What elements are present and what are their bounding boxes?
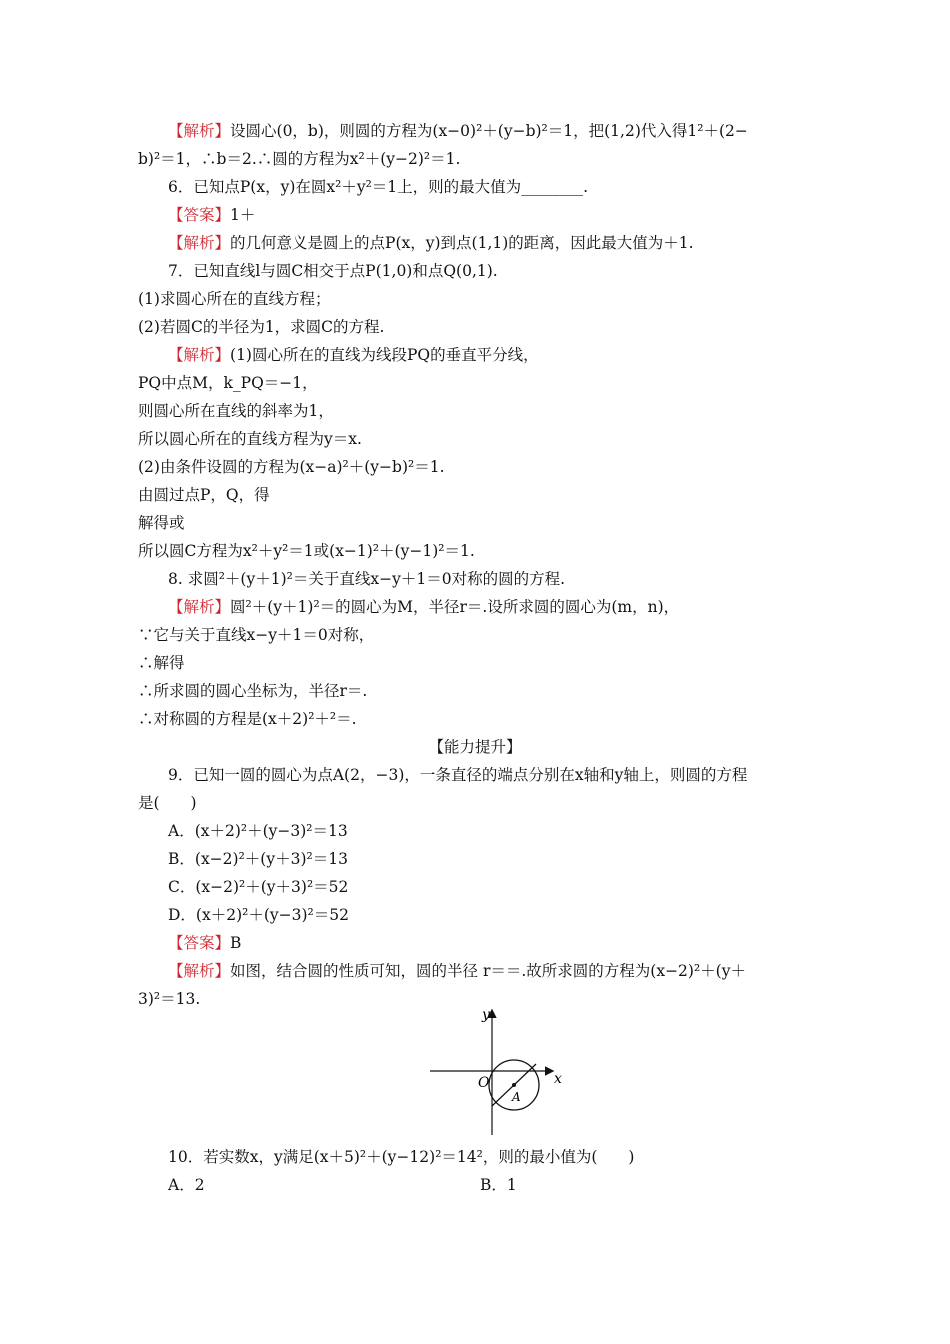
option-10-a: A．2 — [168, 1176, 205, 1194]
answer-tag: 【答案】 — [168, 206, 231, 224]
question-10: 10．若实数x，y满足(x＋5)²＋(y−12)²＝14²，则的最小值为( ) — [168, 1148, 635, 1166]
line-22: ∴对称圆的方程是(x＋2)²＋²＝. — [138, 710, 357, 728]
option-d: D．(x＋2)²＋(y−3)²＝52 — [168, 906, 349, 924]
x-axis-label: x — [554, 1071, 562, 1087]
question-7: 7．已知直线l与圆C相交于点P(1,0)和点Q(0,1). — [168, 262, 498, 280]
y-axis-label: y — [482, 1007, 490, 1023]
analysis-tag: 【解析】 — [168, 962, 231, 980]
line-answer-9: 【答案】B — [168, 934, 242, 952]
line-10: PQ中点M，k_PQ＝−1， — [138, 374, 318, 392]
center-label: A — [512, 1090, 521, 1104]
option-10-b: B．1 — [480, 1176, 517, 1194]
line-analysis-6: 【解析】的几何意义是圆上的点P(x，y)到点(1,1)的距离，因此最大值为＋1. — [168, 234, 694, 252]
center-point — [512, 1083, 516, 1087]
option-a: A．(x＋2)²＋(y−3)²＝13 — [168, 822, 348, 840]
answer-tag: 【答案】 — [168, 934, 231, 952]
line-21: ∴所求圆的圆心坐标为，半径r＝. — [138, 682, 368, 700]
question-7-part-2: (2)若圆C的半径为1，求圆C的方程. — [138, 318, 385, 336]
line-25: 是( ) — [138, 794, 197, 812]
line-32: 3)²＝13. — [138, 990, 201, 1008]
line-11: 则圆心所在直线的斜率为1， — [138, 402, 334, 420]
line-15: 解得或 — [138, 514, 185, 532]
question-7-part-1: (1)求圆心所在的直线方程； — [138, 290, 331, 308]
line-14: 由圆过点P，Q，得 — [138, 486, 270, 504]
analysis-tag: 【解析】 — [168, 346, 231, 364]
line-analysis-9: 【解析】如图，结合圆的性质可知，圆的半径 r＝＝.故所求圆的方程为(x−2)²＋(y＋ — [168, 962, 746, 980]
circle-diagram — [420, 1005, 570, 1140]
line-12: 所以圆心所在的直线方程为y＝x. — [138, 430, 362, 448]
line-1: 【解析】设圆心(0，b)，则圆的方程为(x−0)²＋(y−b)²＝1，把(1,2)代入得1²＋(2− — [168, 122, 748, 140]
line-20: ∴解得 — [138, 654, 185, 672]
question-6: 6．已知点P(x，y)在圆x²＋y²＝1上，则的最大值为________. — [168, 178, 589, 196]
option-b: B．(x−2)²＋(y＋3)²＝13 — [168, 850, 348, 868]
question-9: 9．已知一圆的圆心为点A(2，−3)，一条直径的端点分别在x轴和y轴上，则圆的方程 — [168, 766, 748, 784]
line-2: b)²＝1，∴b＝2.∴圆的方程为x²＋(y−2)²＝1. — [138, 150, 461, 168]
question-8: 8. 求圆²＋(y＋1)²＝关于直线x−y＋1＝0对称的圆的方程. — [168, 570, 565, 588]
analysis-tag: 【解析】 — [168, 598, 231, 616]
line-19: ∵它与关于直线x−y＋1＝0对称， — [138, 626, 375, 644]
analysis-tag: 【解析】 — [168, 234, 231, 252]
origin-label: O — [478, 1075, 490, 1091]
line-answer-6: 【答案】1＋ — [168, 206, 256, 224]
section-heading: 【能力提升】 — [428, 738, 522, 756]
line-analysis-8: 【解析】圆²＋(y＋1)²＝的圆心为M，半径r＝.设所求圆的圆心为(m，n)， — [168, 598, 680, 616]
analysis-tag: 【解析】 — [168, 122, 231, 140]
line-analysis-7: 【解析】(1)圆心所在的直线为线段PQ的垂直平分线， — [168, 346, 539, 364]
line-16: 所以圆C方程为x²＋y²＝1或(x−1)²＋(y−1)²＝1. — [138, 542, 475, 560]
option-c: C．(x−2)²＋(y＋3)²＝52 — [168, 878, 349, 896]
line-13: (2)由条件设圆的方程为(x−a)²＋(y−b)²＝1. — [138, 458, 445, 476]
